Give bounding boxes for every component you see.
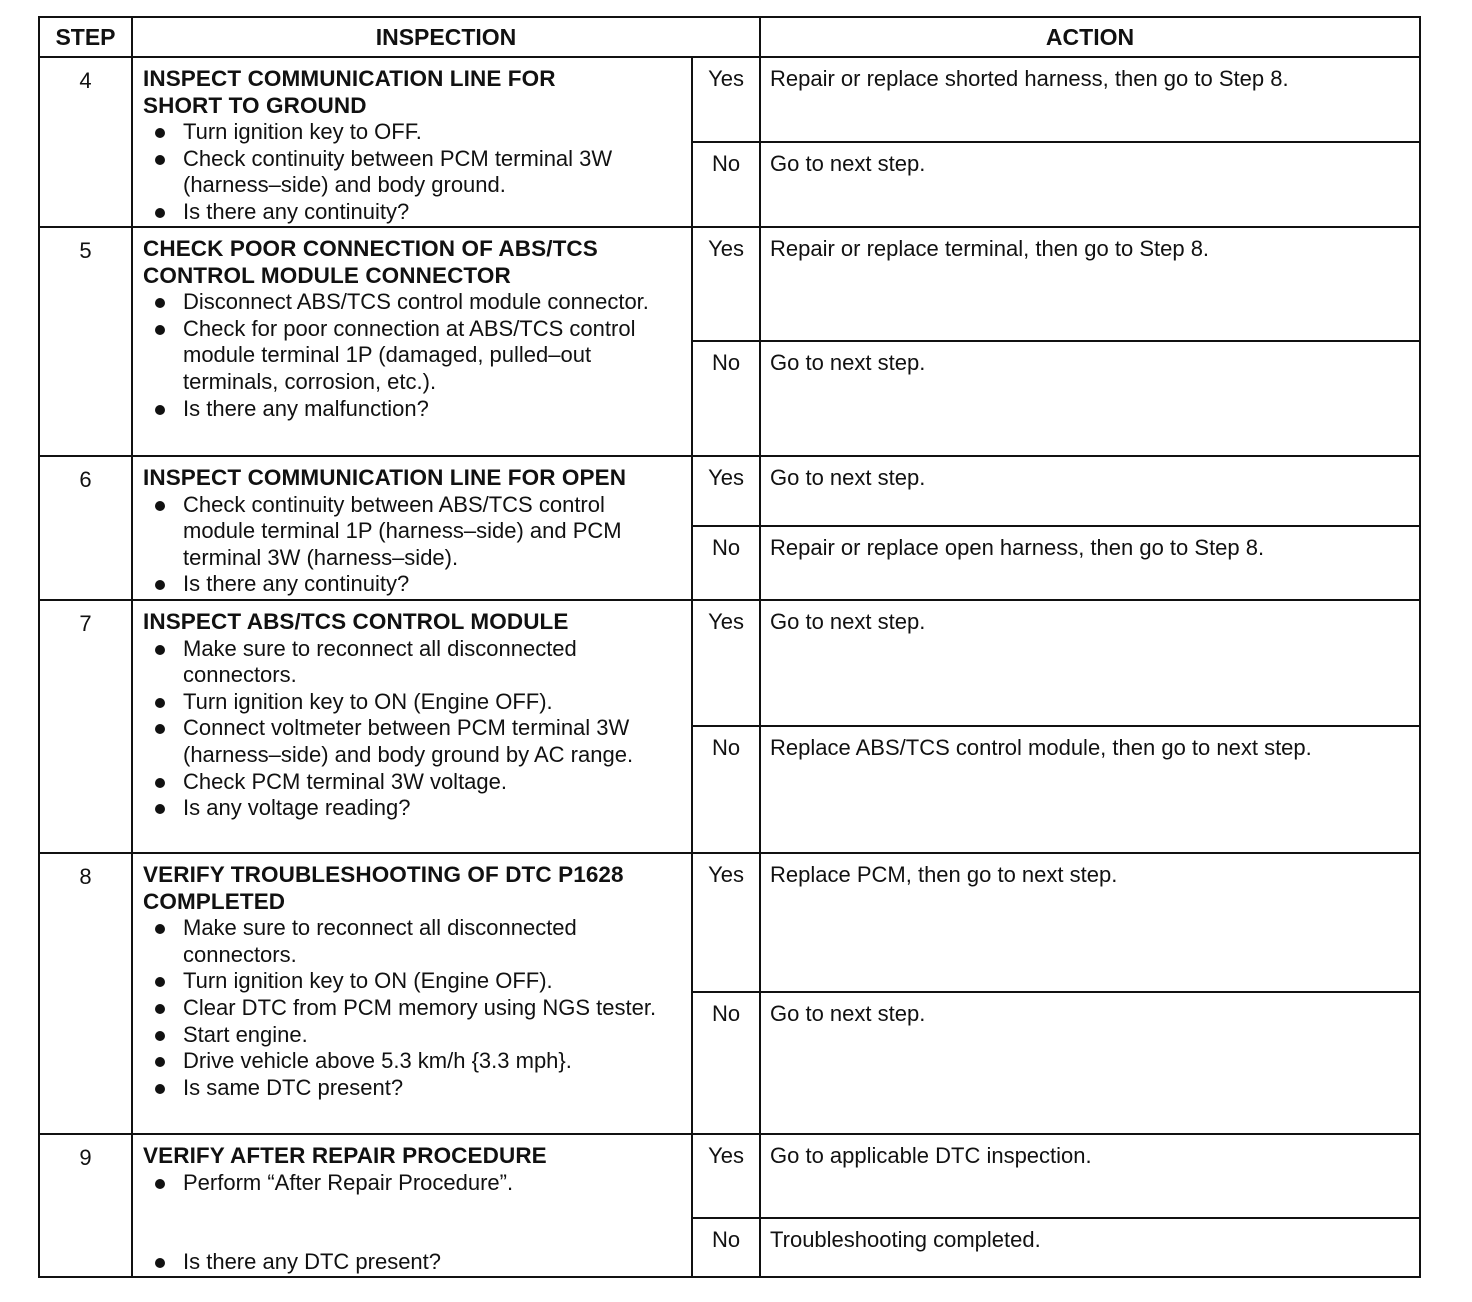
list-item: Make sure to reconnect all disconnected connectors. xyxy=(143,636,683,689)
list-item: Turn ignition key to OFF. xyxy=(143,119,683,146)
yes-action: Repair or replace terminal, then go to Step 8. xyxy=(760,227,1420,341)
yes-label: Yes xyxy=(692,456,760,526)
step-number: 7 xyxy=(39,600,132,853)
no-label: No xyxy=(692,1218,760,1276)
list-item: Check continuity between ABS/TCS control module terminal 1P (harness–side) and PCM terminal 3W (harness–side). xyxy=(143,492,683,572)
inspection-cell xyxy=(132,456,692,600)
yes-action: Go to next step. xyxy=(760,600,1420,726)
inspection-steps-list xyxy=(143,915,683,1101)
yes-action: Replace PCM, then go to next step. xyxy=(760,853,1420,992)
inspection-steps-list xyxy=(143,289,683,422)
inspection-title: VERIFY AFTER REPAIR PROCEDURE xyxy=(143,1143,547,1168)
inspection-steps-list xyxy=(143,492,683,598)
list-item: Is there any continuity? xyxy=(143,571,683,598)
inspection-steps-list xyxy=(143,1170,683,1276)
no-action: Troubleshooting completed. xyxy=(760,1218,1420,1276)
yes-label: Yes xyxy=(692,853,760,992)
table-row xyxy=(39,456,1420,526)
list-item: Drive vehicle above 5.3 km/h {3.3 mph}. xyxy=(143,1048,683,1075)
list-item: Check continuity between PCM terminal 3W (harness–side) and body ground. xyxy=(143,146,683,199)
inspection-title: CHECK POOR CONNECTION OF ABS/TCS CONTROL MODULE CONNECTOR xyxy=(143,236,598,288)
list-item: Make sure to reconnect all disconnected connectors. xyxy=(143,915,683,968)
header-action: ACTION xyxy=(760,17,1420,57)
step-number: 6 xyxy=(39,456,132,600)
no-label: No xyxy=(692,341,760,456)
yes-label: Yes xyxy=(692,57,760,142)
inspection-cell xyxy=(132,1134,692,1277)
table-row xyxy=(39,1134,1420,1218)
no-label: No xyxy=(692,526,760,600)
list-item: Is any voltage reading? xyxy=(143,795,683,822)
list-item: Connect voltmeter between PCM terminal 3W (harness–side) and body ground by AC range. xyxy=(143,715,683,768)
inspection-title: INSPECT COMMUNICATION LINE FOR OPEN xyxy=(143,465,627,490)
no-action: Go to next step. xyxy=(760,341,1420,456)
list-item: Start engine. xyxy=(143,1022,683,1049)
yes-action: Repair or replace shorted harness, then go to Step 8. xyxy=(760,57,1420,142)
header-step: STEP xyxy=(39,17,132,57)
table-row xyxy=(39,227,1420,341)
step-number: 4 xyxy=(39,57,132,227)
inspection-title: INSPECT ABS/TCS CONTROL MODULE xyxy=(143,609,569,634)
step-number: 9 xyxy=(39,1134,132,1277)
no-action: Go to next step. xyxy=(760,992,1420,1134)
no-label: No xyxy=(692,992,760,1134)
list-item: Perform “After Repair Procedure”. xyxy=(143,1170,683,1197)
list-item: Check PCM terminal 3W voltage. xyxy=(143,769,683,796)
yes-label: Yes xyxy=(692,227,760,341)
step-number: 5 xyxy=(39,227,132,456)
no-action: Replace ABS/TCS control module, then go to next step. xyxy=(760,726,1420,853)
list-item: Turn ignition key to ON (Engine OFF). xyxy=(143,689,683,716)
header-row xyxy=(39,17,1420,57)
list-item: Is there any continuity? xyxy=(143,199,683,226)
inspection-steps-list xyxy=(143,636,683,822)
yes-label: Yes xyxy=(692,1134,760,1218)
list-item: Clear DTC from PCM memory using NGS tester. xyxy=(143,995,683,1022)
no-action: Go to next step. xyxy=(760,142,1420,227)
list-item: Check for poor connection at ABS/TCS control module terminal 1P (damaged, pulled–out terminals, corrosion, etc.). xyxy=(143,316,683,396)
yes-action: Go to applicable DTC inspection. xyxy=(760,1134,1420,1218)
table-row xyxy=(39,853,1420,992)
list-item: Is there any malfunction? xyxy=(143,396,683,423)
table-row xyxy=(39,57,1420,142)
inspection-cell xyxy=(132,227,692,456)
table-row xyxy=(39,600,1420,726)
troubleshooting-table xyxy=(38,16,1421,1278)
inspection-steps-list xyxy=(143,119,683,225)
inspection-cell xyxy=(132,853,692,1134)
list-item: Is there any DTC present? xyxy=(143,1249,683,1276)
troubleshooting-table-sheet xyxy=(38,16,1419,1275)
yes-label: Yes xyxy=(692,600,760,726)
inspection-title: INSPECT COMMUNICATION LINE FOR SHORT TO GROUND xyxy=(143,66,556,118)
no-action: Repair or replace open harness, then go to Step 8. xyxy=(760,526,1420,600)
list-item: Is same DTC present? xyxy=(143,1075,683,1102)
inspection-title: VERIFY TROUBLESHOOTING OF DTC P1628 COMPLETED xyxy=(143,862,624,914)
step-number: 8 xyxy=(39,853,132,1134)
no-label: No xyxy=(692,726,760,853)
inspection-cell xyxy=(132,600,692,853)
yes-action: Go to next step. xyxy=(760,456,1420,526)
no-label: No xyxy=(692,142,760,227)
list-item: Disconnect ABS/TCS control module connector. xyxy=(143,289,683,316)
inspection-cell xyxy=(132,57,692,227)
list-item: Turn ignition key to ON (Engine OFF). xyxy=(143,968,683,995)
header-inspection: INSPECTION xyxy=(132,17,760,57)
